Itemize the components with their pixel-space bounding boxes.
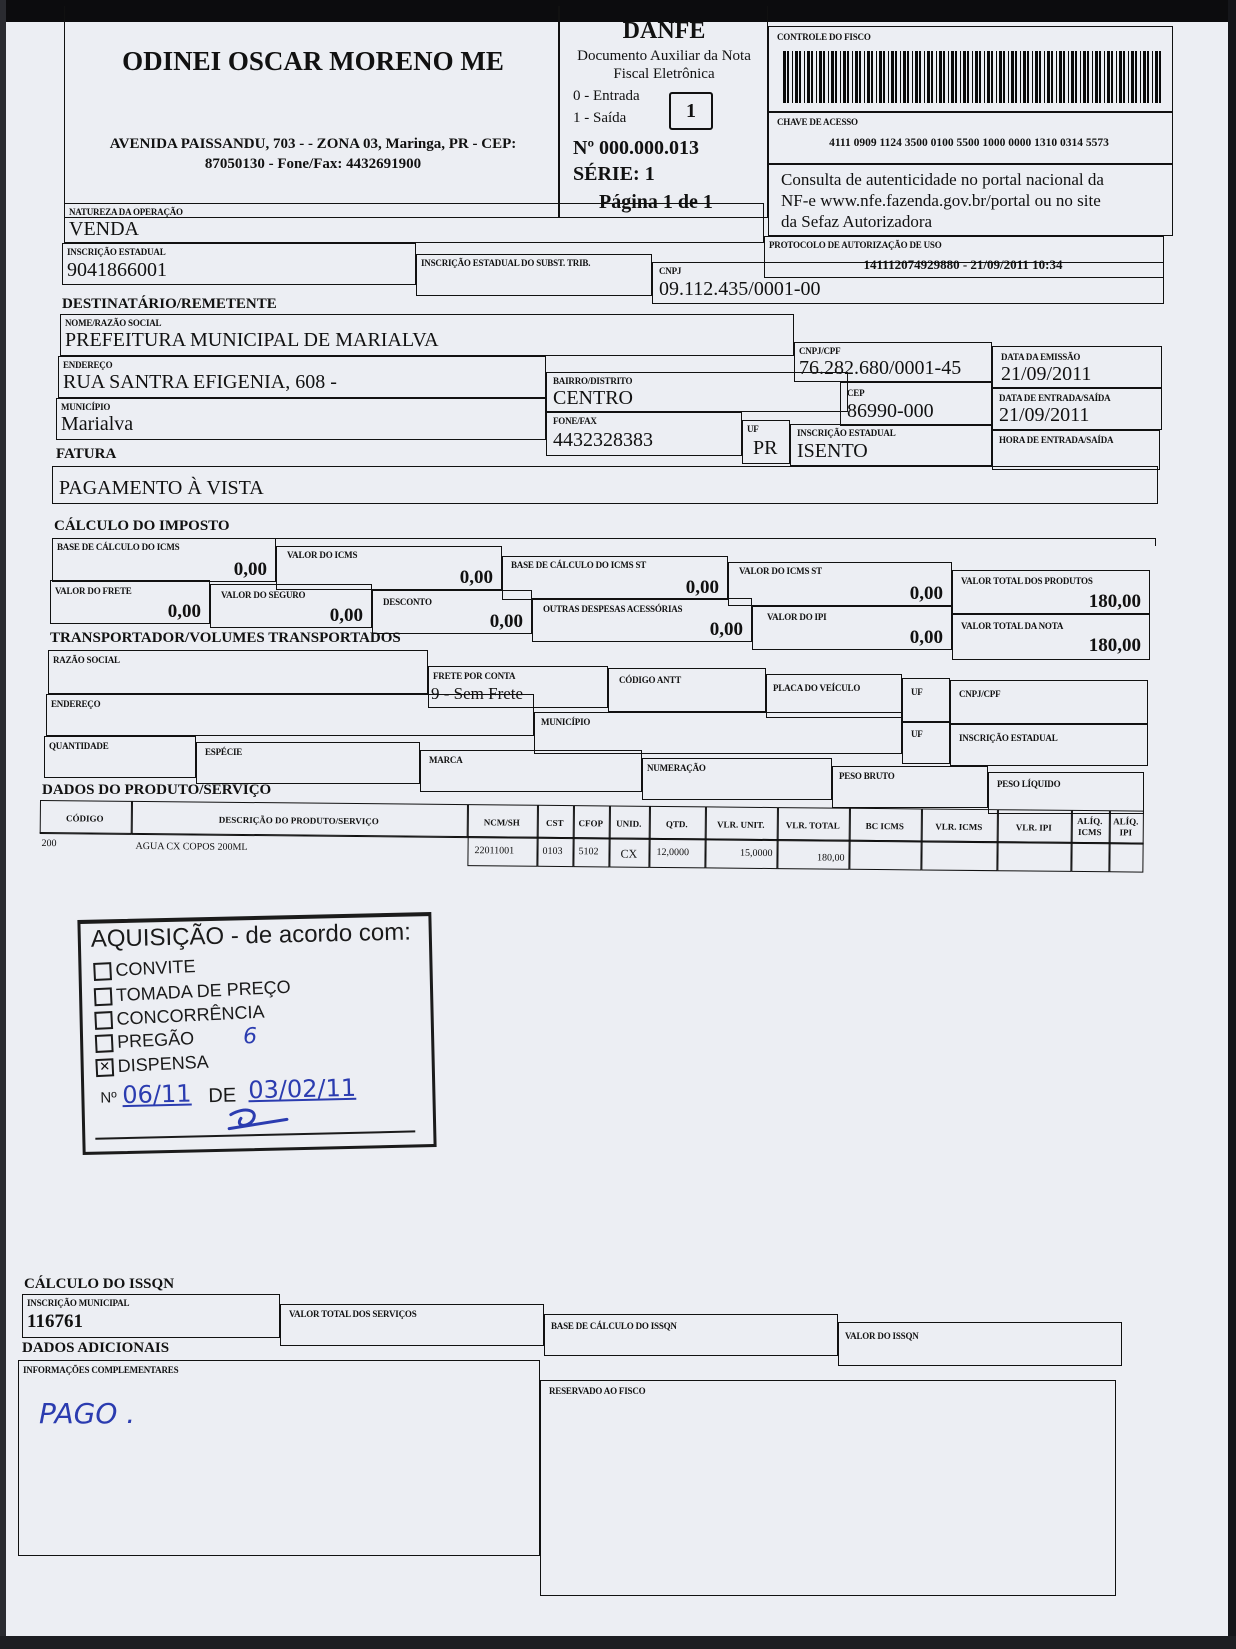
frete-value: 0,00 (167, 601, 201, 622)
dest-fone-box (546, 412, 742, 456)
th-vlr-icms-text: VLR. ICMS (935, 821, 983, 833)
transp-quantidade-label: QUANTIDADE (49, 741, 109, 751)
stamp-option-label: DISPENSA (117, 1051, 210, 1077)
issqn-total-box (280, 1304, 544, 1346)
transp-uf2-box (902, 722, 950, 764)
transp-marca-box (420, 750, 642, 792)
checkbox-icon (93, 962, 112, 981)
transp-peso-bruto-label: PESO BRUTO (839, 771, 895, 781)
natureza-value: VENDA (69, 218, 139, 240)
dest-endereco-label: ENDEREÇO (63, 360, 113, 370)
fatura-value: PAGAMENTO À VISTA (59, 477, 264, 499)
danfe-box (558, 6, 768, 218)
cell-aliq-ipi-box (1109, 842, 1143, 872)
th-vlr-icms (922, 808, 998, 843)
dest-hora-label: HORA DE ENTRADA/SAÍDA (999, 435, 1114, 445)
scan-border-bottom (0, 1636, 1236, 1649)
dest-uf-value: PR (753, 437, 778, 459)
ipi-value: 0,00 (909, 627, 943, 648)
aquisicao-stamp (77, 912, 436, 1155)
info-complementares-label: INFORMAÇÕES COMPLEMENTARES (23, 1365, 179, 1375)
stamp-title: AQUISIÇÃO - de acordo com: (90, 918, 412, 953)
v-icms-value: 0,00 (459, 567, 493, 588)
stamp-numero-prefix: Nº (100, 1089, 117, 1107)
dest-bairro-box (546, 372, 848, 412)
transp-especie-box (196, 742, 420, 784)
cell-cst-box (537, 837, 573, 867)
th-vlr-unit (706, 806, 778, 841)
stamp-option-4 (95, 1052, 209, 1078)
bc-icms-label: BASE DE CÁLCULO DO ICMS (57, 542, 180, 552)
cnpj-emitente-value: 09.112.435/0001-00 (659, 278, 821, 300)
cell-aliq-icms-box (1071, 842, 1109, 872)
cell-cfop-box (573, 837, 609, 867)
cnpj-emitente-label: CNPJ (659, 266, 682, 276)
th-vlr-total (778, 807, 850, 842)
bc-st-label: BASE DE CÁLCULO DO ICMS ST (511, 560, 647, 570)
transp-uf2-label: UF (911, 729, 923, 739)
cell-vlr-total-box (777, 839, 849, 870)
th-aliq-ipi (1110, 810, 1144, 844)
stamp-anotacao-hand: 6 (242, 1024, 258, 1050)
cnpj-emitente-box (652, 262, 1164, 304)
total-prod-box (952, 570, 1150, 614)
th-cst-text: CST (545, 817, 564, 829)
transp-ie-label: INSCRIÇÃO ESTADUAL (959, 733, 1058, 743)
transp-uf-box (902, 678, 950, 722)
emitente-endereco-1: AVENIDA PAISSANDU, 703 - - ZONA 03, Maringa, PR - CEP: (109, 136, 517, 152)
dest-bairro-value: CENTRO (553, 387, 633, 409)
danfe-title: DANFE (622, 18, 706, 44)
reservado-fisco-box (540, 1380, 1116, 1596)
transp-frete-label: FRETE POR CONTA (433, 671, 516, 681)
desconto-value: 0,00 (489, 611, 523, 632)
issqn-im-value: 116761 (27, 1311, 83, 1332)
th-aliq-ipi-text: ALÍQ. IPI (1113, 816, 1139, 838)
th-vlr-ipi (998, 809, 1072, 844)
dest-cep-value: 86990-000 (847, 400, 934, 422)
dest-cnpj-value: 76.282.680/0001-45 (799, 357, 962, 379)
issqn-valor-box (838, 1322, 1122, 1366)
danfe-entrada: 0 - Entrada (573, 88, 640, 104)
controle-fisco-box (768, 26, 1173, 112)
cell-unid-box (609, 837, 649, 867)
danfe-numero: Nº 000.000.013 (573, 137, 700, 159)
dest-ie-label: INSCRIÇÃO ESTADUAL (797, 428, 896, 438)
seguro-box (210, 584, 372, 628)
cell-vlr-icms-box (921, 840, 997, 871)
transp-numeracao-label: NUMERAÇÃO (647, 763, 706, 773)
frete-box (50, 580, 210, 624)
dest-uf-box (742, 420, 790, 464)
danfe-subtitle-1: Documento Auxiliar da Nota (577, 48, 751, 64)
emitente-box (64, 6, 560, 218)
cell-qtd: 12,0000 (656, 846, 690, 859)
consulta-box (768, 164, 1173, 236)
frete-label: VALOR DO FRETE (55, 586, 132, 596)
th-aliq-icms-text: ALÍQ. ICMS (1077, 815, 1103, 838)
total-nota-label: VALOR TOTAL DA NOTA (961, 621, 1064, 631)
dest-emissao-value: 21/09/2011 (1001, 363, 1092, 385)
issqn-im-box (22, 1294, 280, 1338)
stamp-option-label: CONCORRÊNCIA (116, 1001, 265, 1029)
outras-box (532, 598, 752, 642)
dest-hora-box (992, 430, 1160, 470)
dest-ie-value: ISENTO (797, 440, 868, 462)
th-qtd (650, 806, 706, 841)
desconto-box (372, 590, 532, 634)
stamp-option-label: PREGÃO (116, 1028, 195, 1052)
transp-endereco-box (46, 694, 534, 736)
outras-value: 0,00 (709, 619, 743, 640)
th-cst (538, 805, 574, 839)
emitente-nome: ODINEI OSCAR MORENO ME (122, 46, 504, 76)
th-unid-text: UNID. (616, 818, 642, 829)
transp-municipio-label: MUNICÍPIO (541, 717, 591, 727)
th-bc-icms (850, 808, 922, 843)
transp-quantidade-box (44, 736, 196, 778)
transp-peso-liquido-label: PESO LÍQUIDO (997, 779, 1061, 789)
total-prod-value: 180,00 (1088, 591, 1141, 612)
controle-fisco-label: CONTROLE DO FISCO (777, 32, 871, 42)
ie-label: INSCRIÇÃO ESTADUAL (67, 247, 166, 257)
stamp-option-0 (93, 956, 196, 982)
transp-razao-box (48, 650, 428, 694)
danfe-tipo-box: 1 (669, 92, 713, 130)
protocolo-value: 141112074929880 - 21/09/2011 10:34 (863, 257, 1063, 272)
dest-nome-label: NOME/RAZÃO SOCIAL (65, 318, 162, 328)
transp-placa-label: PLACA DO VEÍCULO (773, 683, 861, 693)
transp-antt-box (608, 668, 766, 712)
transp-especie-label: ESPÉCIE (205, 747, 243, 757)
dest-cep-box (840, 382, 992, 426)
cell-unid: CX (620, 846, 638, 861)
cell-cfop: 5102 (578, 846, 599, 858)
consulta-linha-1: Consulta de autenticidade no portal nacional da (781, 170, 1104, 189)
total-nota-box (952, 614, 1150, 660)
desconto-label: DESCONTO (383, 597, 432, 607)
dest-entrada-label: DATA DE ENTRADA/SAÍDA (999, 393, 1111, 403)
fatura-section: FATURA (56, 446, 117, 462)
transp-marca-label: MARCA (429, 755, 463, 765)
stamp-option-label: CONVITE (115, 956, 196, 980)
v-st-box (728, 562, 952, 606)
cell-ncm: 22011001 (474, 845, 515, 857)
cell-vlr-total: 180,00 (816, 852, 845, 864)
dest-emissao-label: DATA DA EMISSÃO (1001, 352, 1081, 362)
dest-endereco-value: RUA SANTRA EFIGENIA, 608 - (63, 371, 337, 393)
cell-qtd-box (649, 838, 705, 869)
th-vlr-total-text: VLR. TOTAL (785, 820, 840, 831)
produtos-section: DADOS DO PRODUTO/SERVIÇO (42, 782, 272, 798)
th-aliq-icms (1072, 810, 1110, 844)
dest-municipio-label: MUNICÍPIO (61, 402, 111, 412)
transp-cnpj-box (950, 680, 1148, 724)
th-codigo-text: CÓDIGO (66, 813, 104, 824)
ie-value: 9041866001 (67, 259, 167, 281)
checkbox-icon (94, 1011, 113, 1030)
transporte-section: TRANSPORTADOR/VOLUMES TRANSPORTADOS (50, 630, 401, 646)
v-st-value: 0,00 (909, 583, 943, 604)
cell-vlr-ipi-box (997, 841, 1071, 872)
cell-cst: 0103 (542, 845, 563, 858)
issqn-section: CÁLCULO DO ISSQN (24, 1276, 175, 1292)
bc-icms-box (52, 538, 276, 582)
cell-vlr-unit: 15,0000 (739, 847, 773, 860)
dest-entrada-value: 21/09/2011 (999, 404, 1090, 426)
adicionais-section: DADOS ADICIONAIS (22, 1340, 170, 1356)
dest-ie-box (790, 424, 992, 466)
th-ncm-text: NCM/SH (483, 817, 520, 828)
dest-cnpj-label: CNPJ/CPF (799, 346, 841, 356)
dest-emissao-box (992, 346, 1162, 388)
transp-ie-box (950, 724, 1148, 766)
transp-uf-label: UF (911, 687, 923, 697)
th-bc-icms-text: BC ICMS (865, 820, 904, 832)
cell-bc-icms-box (849, 840, 921, 871)
rubrica-signature (225, 1105, 296, 1137)
cell-ncm-box (467, 836, 537, 867)
ie-st-box (416, 254, 652, 296)
th-vlr-ipi-text: VLR. IPI (1015, 822, 1052, 833)
v-icms-label: VALOR DO ICMS (287, 550, 358, 560)
stamp-data-hand: 03/02/11 (247, 1073, 357, 1105)
cell-vlr-unit-box (705, 838, 777, 869)
ipi-label: VALOR DO IPI (767, 612, 827, 622)
ipi-box (752, 606, 952, 650)
dest-nome-box (60, 314, 794, 356)
bc-st-box (502, 556, 728, 600)
ie-box (62, 243, 416, 285)
produtos-table (39, 800, 1144, 913)
stamp-de-label: DE (208, 1084, 237, 1108)
th-codigo (40, 800, 132, 835)
seguro-label: VALOR DO SEGURO (221, 590, 306, 600)
th-descricao-text: DESCRIÇÃO DO PRODUTO/SERVIÇO (218, 814, 379, 827)
dest-cep-label: CEP (847, 388, 865, 398)
protocolo-label: PROTOCOLO DE AUTORIZAÇÃO DE USO (769, 240, 942, 250)
danfe-subtitle-2: Fiscal Eletrônica (613, 66, 715, 82)
total-prod-label: VALOR TOTAL DOS PRODUTOS (961, 576, 1093, 586)
dest-nome-value: PREFEITURA MUNICIPAL DE MARIALVA (65, 329, 439, 351)
chave-acesso-box (768, 112, 1173, 164)
imposto-section: CÁLCULO DO IMPOSTO (54, 518, 230, 534)
v-st-label: VALOR DO ICMS ST (739, 566, 822, 576)
barcode-icon (783, 51, 1161, 103)
issqn-valor-label: VALOR DO ISSQN (845, 1331, 919, 1341)
th-qtd-text: QTD. (665, 819, 688, 830)
transp-razao-label: RAZÃO SOCIAL (53, 655, 120, 665)
transp-antt-label: CÓDIGO ANTT (619, 675, 682, 685)
chave-acesso-value: 4111 0909 1124 3500 0100 5500 1000 0000 1310 0314 5573 (829, 137, 1109, 149)
consulta-linha-2: NF-e www.nfe.fazenda.gov.br/portal ou no site (781, 191, 1101, 210)
checkbox-checked-icon: ✕ (95, 1058, 114, 1077)
danfe-saida: 1 - Saída (573, 110, 627, 126)
scan-border-right (1228, 0, 1236, 1649)
transp-numeracao-box (642, 758, 832, 800)
issqn-total-label: VALOR TOTAL DOS SERVIÇOS (289, 1309, 417, 1319)
transp-peso-liquido-box (988, 772, 1144, 814)
dest-fone-value: 4432328383 (553, 429, 653, 451)
th-cfop-text: CFOP (578, 818, 604, 829)
bc-icms-value: 0,00 (233, 559, 267, 580)
dest-municipio-value: Marialva (61, 413, 134, 435)
reservado-fisco-label: RESERVADO AO FISCO (549, 1386, 646, 1396)
emitente-endereco-2: 87050130 - Fone/Fax: 4432691900 (204, 156, 422, 172)
th-unid (610, 805, 650, 839)
seguro-value: 0,00 (329, 605, 363, 626)
transp-municipio-box (534, 712, 902, 754)
transp-cnpj-label: CNPJ/CPF (959, 689, 1001, 699)
outras-label: OUTRAS DESPESAS ACESSÓRIAS (543, 604, 683, 614)
destinatario-section: DESTINATÁRIO/REMETENTE (62, 296, 277, 312)
th-vlr-unit-text: VLR. UNIT. (716, 819, 765, 830)
consulta-linha-3: da Sefaz Autorizadora (781, 212, 933, 231)
dest-fone-label: FONE/FAX (553, 416, 597, 426)
chave-acesso-label: CHAVE DE ACESSO (777, 117, 858, 127)
danfe-serie: SÉRIE: 1 (573, 163, 655, 185)
info-pago-hand: PAGO . (39, 1397, 136, 1430)
stamp-numero-hand: 06/11 (122, 1079, 192, 1110)
natureza-box (64, 203, 764, 243)
stamp-option-label: TOMADA DE PREÇO (115, 976, 292, 1006)
checkbox-icon (95, 1034, 114, 1053)
dest-municipio-box (56, 398, 546, 440)
dest-endereco-box (58, 356, 546, 398)
dest-entrada-box (992, 388, 1162, 430)
ie-st-label: INSCRIÇÃO ESTADUAL DO SUBST. TRIB. (421, 258, 591, 268)
bc-st-value: 0,00 (685, 577, 719, 598)
fatura-box (52, 466, 1158, 504)
dest-bairro-label: BAIRRO/DISTRITO (553, 376, 633, 386)
dest-uf-label: UF (747, 424, 759, 434)
stamp-option-3 (95, 1028, 195, 1054)
transp-peso-bruto-box (832, 766, 988, 808)
info-complementares-box (18, 1360, 540, 1556)
transp-endereco-label: ENDEREÇO (51, 699, 101, 709)
cell-descricao: AGUA CX COPOS 200ML (135, 840, 248, 853)
checkbox-icon (94, 987, 113, 1006)
danfe-pagina: Página 1 de 1 (599, 191, 713, 213)
th-cfop (574, 805, 610, 839)
total-nota-value: 180,00 (1088, 635, 1141, 656)
scan-border-left (0, 0, 6, 1649)
issqn-im-label: INSCRIÇÃO MUNICIPAL (27, 1298, 130, 1308)
issqn-bc-label: BASE DE CÁLCULO DO ISSQN (551, 1321, 677, 1331)
transp-frete-value: 9 - Sem Frete (431, 684, 524, 703)
th-ncm (468, 804, 538, 839)
cell-codigo: 200 (41, 838, 57, 850)
natureza-label: NATUREZA DA OPERAÇÃO (69, 207, 183, 217)
issqn-bc-box (544, 1314, 838, 1356)
